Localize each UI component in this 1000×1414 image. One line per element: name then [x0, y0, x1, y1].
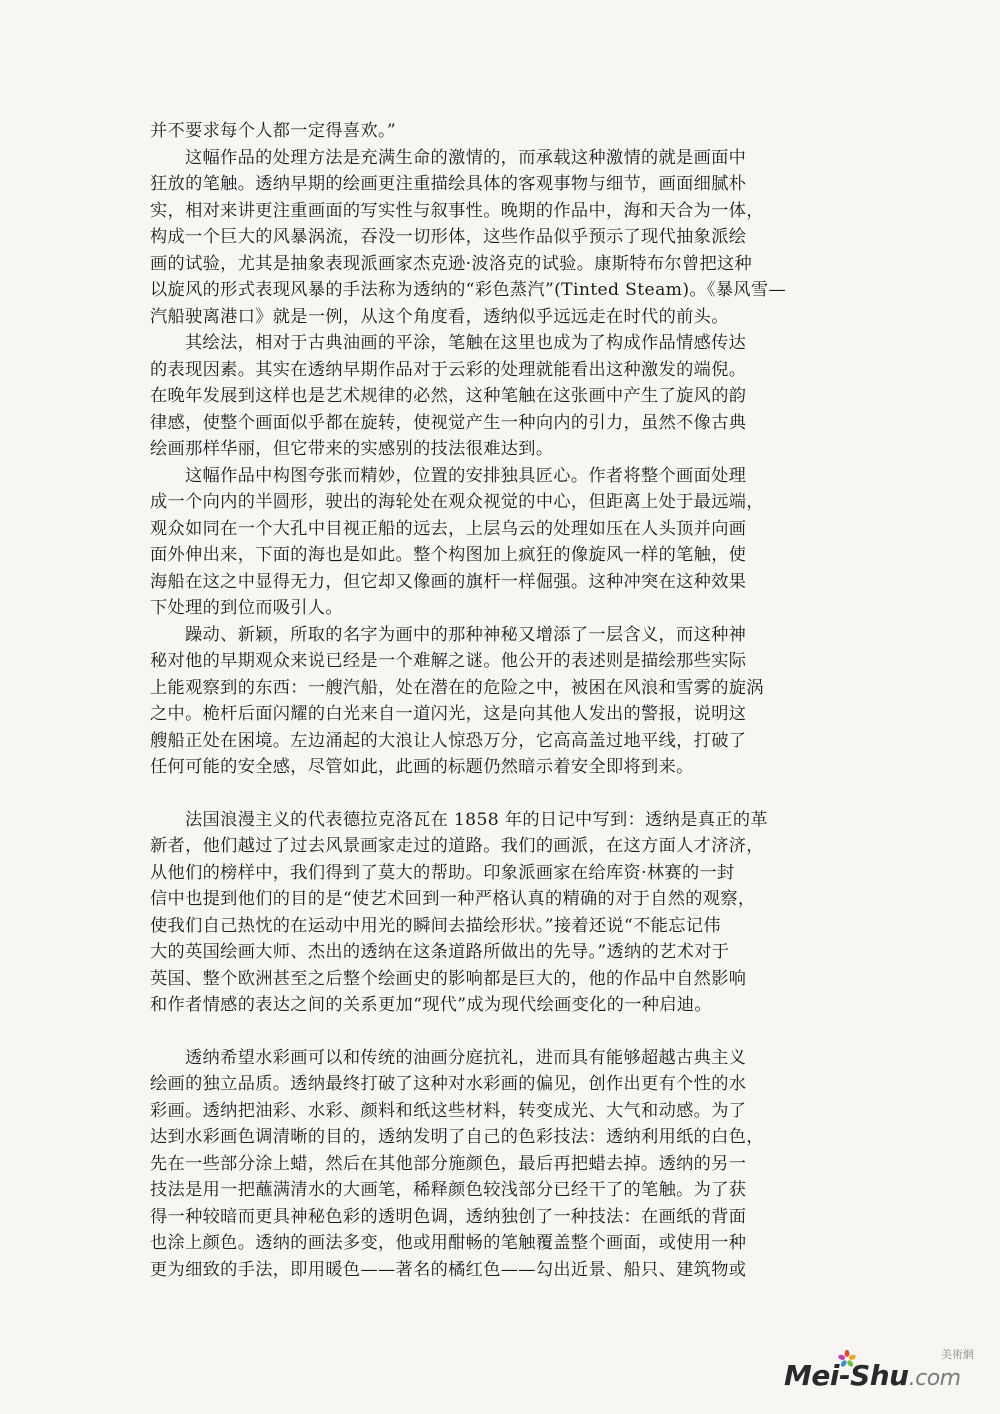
paragraph-spacer — [150, 1019, 850, 1045]
text-line: 大的英国绘画大师、杰出的透纳在这条道路所做出的先导。”透纳的艺术对于 — [150, 942, 730, 962]
text-line: 艘船正处在困境。左边涌起的大浪让人惊恐万分，它高高盖过地平线，打破了 — [150, 730, 747, 751]
text-line: 任何可能的安全感，尽管如此，此画的标题仍然暗示着安全即将到来。 — [150, 757, 694, 777]
text-line: 达到水彩画色调清晰的目的，透纳发明了自己的色彩技法：透纳利用纸的白色， — [150, 1127, 764, 1147]
text-line: 英国、整个欧洲甚至之后整个绘画史的影响都是巨大的，他的作品中自然影响 — [150, 968, 747, 989]
text-line: 并不要求每个人都一定得喜欢。” — [150, 121, 397, 141]
paragraph — [150, 622, 850, 781]
watermark-brand: Mei-Shu.com — [784, 1359, 961, 1392]
text-line: 和作者情感的表达之间的关系更加“现代”成为现代绘画变化的一种启迪。 — [150, 995, 712, 1015]
text-line: 也涂上颜色。透纳的画法多变，他或用酣畅的笔触覆盖整个画面，或使用一种 — [150, 1233, 747, 1253]
text-line: 成一个向内的半圆形，驶出的海轮处在观众视觉的中心，但距离上处于最远端， — [150, 492, 764, 512]
text-line: 在晚年发展到这样也是艺术规律的必然，这种笔触在这张画中产生了旋风的韵 — [150, 386, 747, 406]
paragraph — [150, 118, 850, 145]
paragraph — [150, 807, 850, 1019]
text-line: 画的试验，尤其是抽象表现派画家杰克逊·波洛克的试验。康斯特布尔曾把这种 — [150, 253, 753, 274]
text-line: 绘画那样华丽，但它带来的实感别的技法很难达到。 — [150, 439, 554, 459]
text-line: 绘画的独立品质。透纳最终打破了这种对水彩画的偏见，创作出更有个性的水 — [150, 1074, 747, 1094]
text-line: 技法是用一把蘸满清水的大画笔，稀释颜色较浅部分已经干了的笔触。为了获 — [150, 1180, 747, 1200]
text-line: 以旋风的形式表现风暴的手法称为透纳的“彩色蒸汽”(Tinted Steam)。《暴风雪— — [150, 280, 787, 300]
text-line: 海船在这之中显得无力，但它却又像画的旗杆一样倔强。这种冲突在这种效果 — [150, 571, 747, 592]
text-line: 先在一些部分涂上蜡，然后在其他部分施颜色，最后再把蜡去掉。透纳的另一 — [150, 1153, 747, 1174]
text-line: 实，相对来讲更注重画面的写实性与叙事性。晚期的作品中，海和天合为一体， — [150, 200, 764, 221]
text-line: 面外伸出来，下面的海也是如此。整个构图加上疯狂的像旋风一样的笔触，使 — [150, 545, 747, 565]
text-line: 汽船驶离港口》就是一例，从这个角度看，透纳似乎远远走在时代的前头。 — [150, 306, 729, 327]
text-line: 更为细致的手法，即用暖色——著名的橘红色——勾出近景、船只、建筑物或 — [150, 1259, 747, 1280]
text-line: 新者，他们越过了过去风景画家走过的道路。我们的画派，在这方面人才济济， — [150, 836, 764, 856]
text-line: 透纳希望水彩画可以和传统的油画分庭抗礼，进而具有能够超越古典主义 — [185, 1047, 747, 1068]
text-line: 使我们自己热忱的在运动中用光的瞬间去描绘形状。”接着还说“不能忘记伟 — [150, 915, 721, 936]
text-line: 这幅作品中构图夸张而精妙，位置的安排独具匠心。作者将整个画面处理 — [185, 465, 747, 486]
text-line: 观众如同在一个大孔中目视正船的远去，上层乌云的处理如压在人头顶并向画 — [150, 518, 747, 539]
text-line: 从他们的榜样中，我们得到了莫大的帮助。印象派画家在给库资·林赛的一封 — [150, 862, 735, 883]
text-line: 构成一个巨大的风暴涡流，吞没一切形体，这些作品似乎预示了现代抽象派绘 — [150, 227, 747, 247]
paragraph-spacer — [150, 781, 850, 807]
text-line: 这幅作品的处理方法是充满生命的激情的，而承载这种激情的就是画面中 — [185, 147, 747, 168]
text-line: 狂放的笔触。透纳早期的绘画更注重描绘具体的客观事物与细节，画面细腻朴 — [150, 174, 747, 194]
text-line: 的表现因素。其实在透纳早期作品对于云彩的处理就能看出这种激发的端倪。 — [150, 359, 747, 380]
flower-petal — [845, 1350, 850, 1357]
text-line: 法国浪漫主义的代表德拉克洛瓦在 1858 年的日记中写到：透纳是真正的革 — [185, 809, 768, 830]
text-line: 信中也提到他们的目的是“使艺术回到一种严格认真的精确的对于自然的观察， — [150, 889, 756, 909]
paragraph — [150, 330, 850, 463]
paragraph — [150, 1045, 850, 1284]
paragraph — [150, 463, 850, 622]
paragraph — [150, 145, 850, 331]
document-body — [150, 118, 850, 1283]
text-line: 下处理的到位而吸引人。 — [150, 598, 343, 618]
text-line: 上能观察到的东西：一艘汽船，处在潜在的危险之中，被困在风浪和雪雾的旋涡 — [150, 677, 764, 698]
text-line: 律感，使整个画面似乎都在旋转，使视觉产生一种向内的引力，虽然不像古典 — [150, 412, 747, 433]
text-line: 躁动、新颖，所取的名字为画中的那种神秘又增添了一层含义，而这种神 — [185, 624, 747, 645]
text-line: 之中。桅杆后面闪耀的白光来自一道闪光，这是向其他人发出的警报，说明这 — [150, 704, 747, 724]
text-line: 秘对他的早期观众来说已经是一个难解之谜。他公开的表述则是描绘那些实际 — [150, 651, 747, 671]
watermark-cn-text: 美術網 — [941, 1348, 974, 1361]
text-line: 其绘法，相对于古典油画的平涂，笔触在这里也成为了构成作品情感传达 — [185, 333, 747, 353]
watermark-logo — [784, 1346, 974, 1396]
text-line: 彩画。透纳把油彩、水彩、颜料和纸这些材料，转变成光、大气和动感。为了 — [150, 1100, 747, 1121]
text-line: 得一种较暗而更具神秘色彩的透明色调，透纳独创了一种技法：在画纸的背面 — [150, 1206, 747, 1227]
